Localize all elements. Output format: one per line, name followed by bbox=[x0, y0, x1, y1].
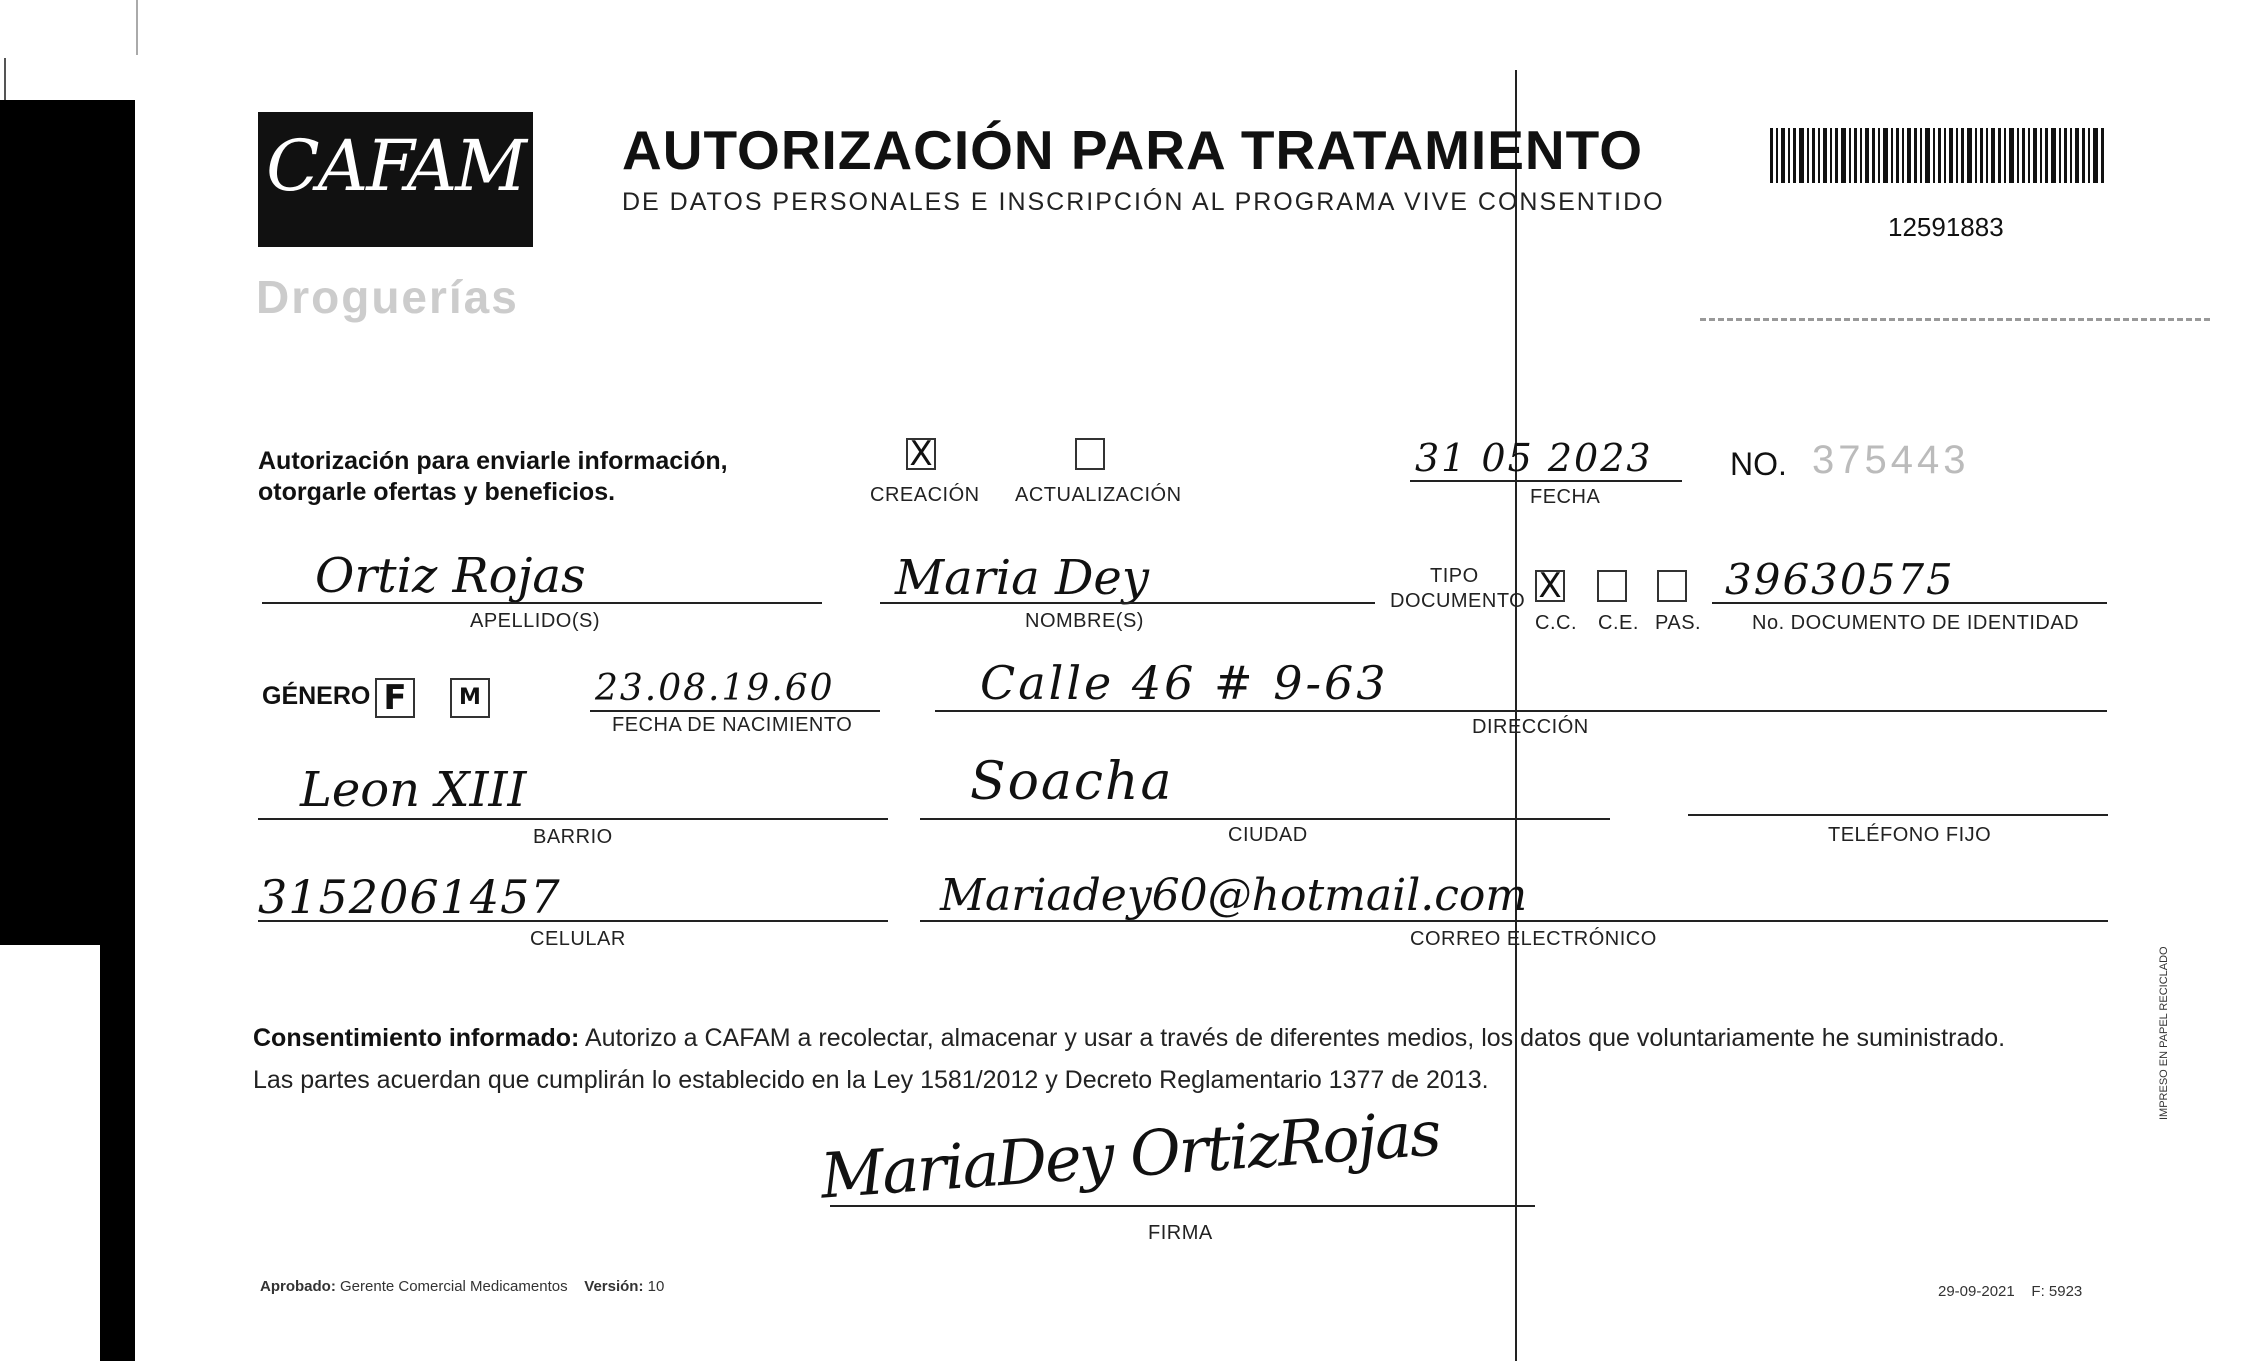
genero-label: GÉNERO bbox=[262, 682, 371, 710]
no-label: NO. bbox=[1730, 446, 1787, 482]
barrio-value[interactable]: Leon XIII bbox=[300, 762, 527, 818]
pas-label: PAS. bbox=[1655, 612, 1702, 634]
fecha-underline bbox=[1410, 480, 1682, 482]
telefono-underline[interactable] bbox=[1688, 814, 2108, 816]
creacion-checkbox[interactable] bbox=[906, 434, 936, 474]
aprobado-value: Gerente Comercial Medicamentos bbox=[340, 1278, 568, 1295]
documento-value[interactable]: 39630575 bbox=[1725, 555, 1955, 604]
genero-m-label: M bbox=[459, 685, 481, 710]
documento-label: No. DOCUMENTO DE IDENTIDAD bbox=[1752, 612, 2080, 634]
genero-m-checkbox[interactable] bbox=[450, 678, 490, 718]
footer-date-code bbox=[1938, 1283, 2082, 1300]
celular-label: CELULAR bbox=[530, 928, 626, 950]
fecha-label: FECHA bbox=[1530, 486, 1601, 508]
creacion-label: CREACIÓN bbox=[870, 484, 980, 506]
telefono-label: TELÉFONO FIJO bbox=[1828, 824, 1992, 846]
no-value: 375443 bbox=[1812, 438, 1970, 482]
signature-underline bbox=[830, 1205, 1535, 1207]
ce-checkbox[interactable] bbox=[1597, 570, 1627, 602]
aprobado-label: Aprobado: bbox=[260, 1278, 336, 1295]
pas-checkbox[interactable] bbox=[1657, 570, 1687, 602]
genero-f-checkbox[interactable] bbox=[375, 678, 415, 718]
version-label: Versión: bbox=[584, 1278, 644, 1295]
scan-edge-line bbox=[4, 58, 6, 103]
ciudad-label: CIUDAD bbox=[1228, 824, 1308, 846]
direccion-value[interactable]: Calle 46 # 9-63 bbox=[980, 656, 1389, 710]
nacimiento-label: FECHA DE NACIMIENTO bbox=[612, 714, 853, 736]
intro-line-1: Autorización para enviarle información, bbox=[258, 447, 728, 475]
genero-f-mark: F bbox=[383, 678, 407, 718]
barrio-label: BARRIO bbox=[533, 826, 613, 848]
intro-line-2: otorgarle ofertas y beneficios. bbox=[258, 478, 616, 506]
fecha-value[interactable]: 31 05 2023 bbox=[1415, 436, 1653, 480]
logo-subtitle: Droguerías bbox=[256, 271, 519, 323]
page-title: AUTORIZACIÓN PARA TRATAMIENTO bbox=[622, 119, 1643, 181]
apellidos-label: APELLIDO(S) bbox=[470, 610, 600, 632]
cc-label: C.C. bbox=[1535, 612, 1577, 634]
form-code: F: 5923 bbox=[2031, 1283, 2083, 1300]
correo-label: CORREO ELECTRÓNICO bbox=[1410, 928, 1657, 950]
ce-label: C.E. bbox=[1598, 612, 1639, 634]
signature: MariaDey OrtizRojas bbox=[818, 1096, 1442, 1213]
barcode-number: 12591883 bbox=[1888, 212, 2004, 242]
version-value: 10 bbox=[647, 1278, 665, 1295]
page-subtitle: DE DATOS PERSONALES E INSCRIPCIÓN AL PROGRAMA VIVE CONSENTIDO bbox=[622, 188, 1665, 216]
recycled-paper-note: IMPRESO EN PAPEL RECICLADO bbox=[2158, 946, 2170, 1120]
apellidos-underline bbox=[262, 602, 822, 604]
consent-text-2: Las partes acuerdan que cumplirán lo establecido en la Ley 1581/2012 y Decreto Reglamentario 1377 de 2013. bbox=[253, 1066, 1489, 1094]
barcode bbox=[1770, 128, 2105, 183]
apellidos-value[interactable]: Ortiz Rojas bbox=[315, 548, 586, 604]
correo-underline bbox=[920, 920, 2108, 922]
actualizacion-checkbox[interactable] bbox=[1075, 438, 1105, 470]
barrio-underline bbox=[258, 818, 888, 820]
nombres-underline bbox=[880, 602, 1375, 604]
documento-type-label: DOCUMENTO bbox=[1390, 590, 1526, 612]
footer-approval bbox=[260, 1278, 664, 1295]
nacimiento-value[interactable]: 23.08.19.60 bbox=[595, 668, 835, 709]
firma-label: FIRMA bbox=[1148, 1222, 1213, 1244]
scan-edge-tick bbox=[136, 0, 138, 55]
celular-underline bbox=[258, 920, 888, 922]
direccion-label: DIRECCIÓN bbox=[1472, 716, 1589, 738]
consent-lead: Consentimiento informado: bbox=[253, 1024, 580, 1052]
consent-paragraph bbox=[253, 1017, 2113, 1101]
creacion-check-mark: X bbox=[909, 434, 933, 474]
dashed-divider bbox=[1700, 318, 2210, 321]
ciudad-underline bbox=[920, 818, 1610, 820]
consent-text-1: Autorizo a CAFAM a recolectar, almacenar y usar a través de diferentes medios, los datos que voluntariamente he suministrado. bbox=[579, 1024, 2006, 1052]
ciudad-value[interactable]: Soacha bbox=[970, 752, 1174, 812]
nombres-label: NOMBRE(S) bbox=[1025, 610, 1144, 632]
direccion-underline bbox=[935, 710, 2107, 712]
tipo-label: TIPO bbox=[1430, 565, 1479, 587]
correo-value[interactable]: Mariadey60@hotmail.com bbox=[940, 870, 1528, 921]
actualizacion-label: ACTUALIZACIÓN bbox=[1015, 484, 1182, 506]
scan-black-band-lower bbox=[100, 940, 135, 1361]
footer-date: 29-09-2021 bbox=[1938, 1283, 2015, 1300]
nacimiento-underline bbox=[590, 710, 880, 712]
documento-underline bbox=[1712, 602, 2107, 604]
cc-checkbox[interactable] bbox=[1535, 566, 1565, 606]
scan-black-band bbox=[0, 100, 135, 945]
cc-check-mark: X bbox=[1538, 566, 1562, 606]
logo-text: CAFAM bbox=[266, 125, 525, 207]
celular-value[interactable]: 3152061457 bbox=[258, 870, 561, 924]
nombres-value[interactable]: Maria Dey bbox=[895, 550, 1149, 606]
